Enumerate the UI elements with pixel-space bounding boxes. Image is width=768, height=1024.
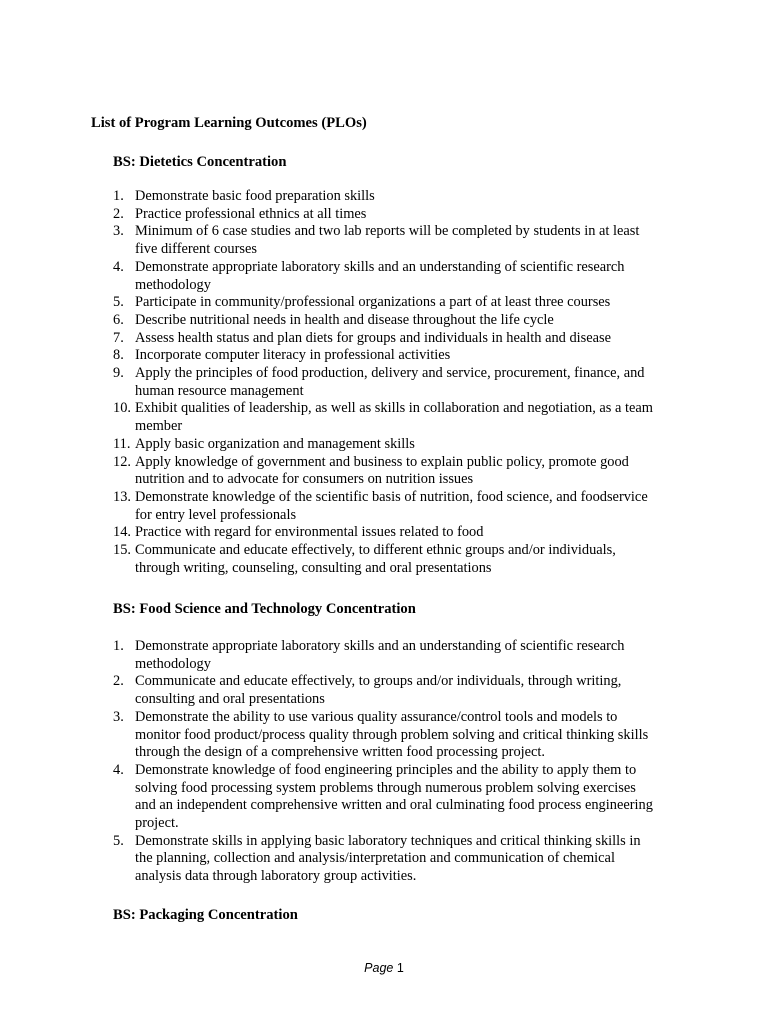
list-item-text: Demonstrate knowledge of the scientific basis of nutrition, food science, and foodservice [135, 488, 648, 505]
list-item-text: Demonstrate appropriate laboratory skills and an understanding of scientific research [135, 638, 625, 654]
list-item-text: solving food processing system problems through numerous problem solving exercises [135, 779, 636, 796]
list-item-text: Describe nutritional needs in health and disease throughout the life cycle [135, 311, 554, 328]
list-item-text: analysis data through laboratory group activities. [135, 868, 417, 885]
document-title: List of Program Learning Outcomes (PLOs) [91, 115, 367, 131]
list-item-number: 4. [113, 761, 124, 778]
list-item [113, 524, 693, 542]
list-item-text: through writing, counseling, consulting and oral presentations [135, 559, 492, 576]
section-dietetics [113, 153, 693, 577]
list-item-text: for entry level professionals [135, 506, 297, 523]
list-item [113, 365, 693, 400]
list-item-number: 2. [113, 673, 124, 690]
list-item-text: the planning, collection and analysis/interpretation and communication of chemical [135, 850, 615, 867]
list-item [113, 400, 693, 435]
list-item-text: consulting and oral presentations [135, 691, 325, 708]
plo-list [113, 638, 693, 886]
list-item-number: 5. [113, 294, 124, 311]
list-item [113, 638, 693, 673]
list-item [113, 347, 693, 365]
list-item-number: 1. [113, 188, 124, 204]
list-item-text: Practice professional ethnics at all times [135, 205, 367, 222]
list-item-number: 6. [113, 311, 124, 328]
section-heading: BS: Dietetics Concentration [113, 154, 287, 170]
list-item-number: 4. [113, 258, 124, 275]
list-item-text: and an independent comprehensive written and oral culminating food process engineering [135, 797, 653, 814]
list-item-text: project. [135, 815, 179, 832]
list-item-text: Minimum of 6 case studies and two lab reports will be completed by students in at least [135, 223, 640, 240]
list-item-text: Demonstrate appropriate laboratory skills and an understanding of scientific research [135, 258, 625, 275]
section-food-science [113, 600, 693, 886]
list-item [113, 762, 693, 833]
list-item-text: Demonstrate skills in applying basic laboratory techniques and critical thinking skills in [135, 832, 641, 849]
page-label: Page [364, 961, 394, 975]
list-item-text: Incorporate computer literacy in professional activities [135, 347, 451, 364]
list-item-text: Apply basic organization and management skills [135, 435, 415, 452]
list-item-text: monitor food product/process quality through problem solving and critical thinking skills [135, 726, 649, 743]
list-item [113, 223, 693, 258]
plo-list [113, 188, 693, 577]
list-item [113, 436, 693, 454]
section-heading: BS: Food Science and Technology Concentration [113, 601, 416, 617]
list-item [113, 259, 693, 294]
list-item-number: 1. [113, 638, 124, 654]
list-item-number: 7. [113, 329, 124, 346]
list-item-text: Exhibit qualities of leadership, as well as skills in collaboration and negotiation, as a team [135, 400, 653, 417]
list-item-number: 8. [113, 347, 124, 364]
page-footer [0, 960, 768, 976]
list-item [113, 454, 693, 489]
list-item-number: 15. [113, 542, 131, 559]
list-item [113, 709, 693, 762]
list-item-text: methodology [135, 276, 211, 293]
list-item [113, 673, 693, 708]
list-item-text: through the design of a comprehensive written food processing project. [135, 744, 546, 761]
list-item-text: nutrition and to advocate for consumers on nutrition issues [135, 471, 474, 488]
section-heading: BS: Packaging Concentration [113, 907, 298, 923]
list-item-number: 13. [113, 488, 131, 505]
list-item [113, 833, 693, 886]
list-item-text: Communicate and educate effectively, to groups and/or individuals, through writing, [135, 673, 622, 690]
list-item-text: Participate in community/professional organizations a part of at least three courses [135, 294, 611, 311]
list-item-text: Apply knowledge of government and business to explain public policy, promote good [135, 453, 629, 470]
list-item-text: Demonstrate knowledge of food engineering principles and the ability to apply them to [135, 761, 637, 778]
list-item [113, 489, 693, 524]
list-item [113, 312, 693, 330]
list-item-text: human resource management [135, 382, 304, 399]
list-item-text: Demonstrate basic food preparation skills [135, 188, 375, 204]
list-item-number: 3. [113, 223, 124, 240]
list-item-number: 11. [113, 435, 131, 452]
list-item-text: methodology [135, 655, 211, 672]
list-item [113, 188, 693, 206]
list-item-number: 5. [113, 832, 124, 849]
list-item-text: Apply the principles of food production, delivery and service, procurement, finance, and [135, 365, 645, 382]
list-item-number: 12. [113, 453, 131, 470]
list-item-number: 2. [113, 205, 124, 222]
section-packaging [113, 906, 693, 924]
list-item [113, 294, 693, 312]
list-item-text: member [135, 418, 183, 435]
list-item-text: Practice with regard for environmental issues related to food [135, 524, 484, 541]
list-item [113, 542, 693, 577]
list-item-number: 14. [113, 524, 131, 541]
list-item [113, 206, 693, 224]
list-item-number: 10. [113, 400, 131, 417]
list-item-text: Demonstrate the ability to use various quality assurance/control tools and models to [135, 708, 618, 725]
list-item-text: Communicate and educate effectively, to different ethnic groups and/or individuals, [135, 542, 616, 559]
list-item-number: 9. [113, 365, 124, 382]
list-item [113, 330, 693, 348]
list-item-number: 3. [113, 708, 124, 725]
list-item-text: Assess health status and plan diets for groups and individuals in health and disease [135, 329, 612, 346]
page-number: 1 [396, 961, 404, 975]
list-item-text: five different courses [135, 241, 258, 258]
